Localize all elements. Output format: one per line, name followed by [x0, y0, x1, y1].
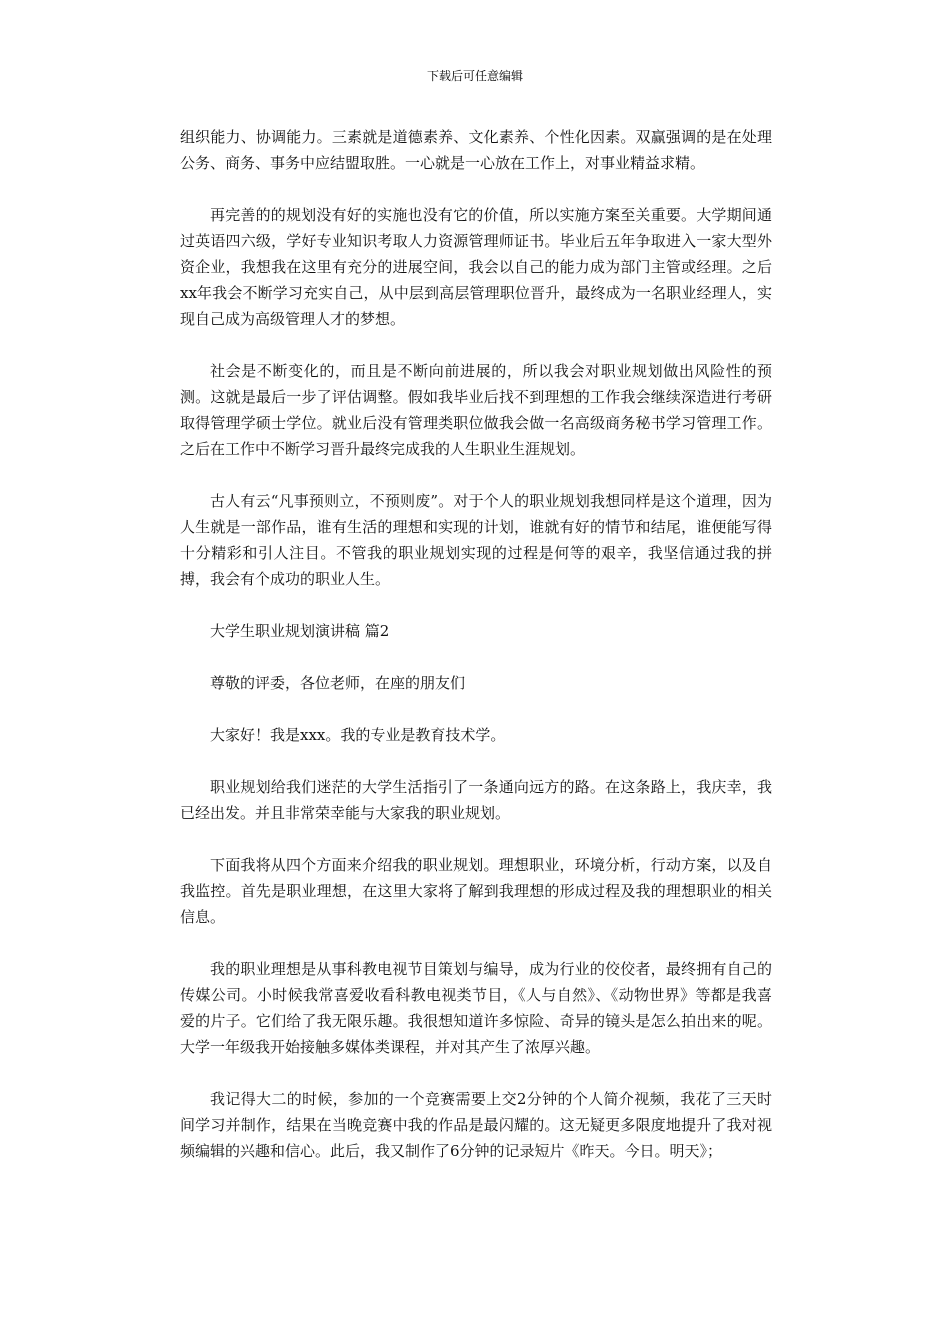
document-body [180, 124, 772, 1190]
paragraph: 再完善的的规划没有好的实施也没有它的价值，所以实施方案至关重要。大学期间通过英语四六级，学好专业知识考取人力资源管理师证书。毕业后五年争取进入一家大型外资企业，我想我在这里有充分的进展空间，我会以自己的能力成为部门主管或经理。之后xx年我会不断学习充实自己，从中层到高层管理职位晋升，最终成为一名职业经理人，实现自己成为高级管理人才的梦想。 [180, 206, 772, 328]
paragraph: 我记得大二的时候，参加的一个竞赛需要上交2分钟的个人简介视频，我花了三天时间学习并制作，结果在当晚竞赛中我的作品是最闪耀的。这无疑更多限度地提升了我对视频编辑的兴趣和信心。此后，我又制作了6分钟的记录短片《昨天。今日。明天》； [180, 1090, 772, 1160]
section-title: 大学生职业规划演讲稿 篇2 [210, 622, 390, 640]
greeting: 大家好！我是xxx。我的专业是教育技术学。 [210, 726, 506, 744]
paragraph: 古人有云“凡事预则立，不预则废”。对于个人的职业规划我想同样是这个道理，因为人生就是一部作品，谁有生活的理想和实现的计划，谁就有好的情节和结尾，谁便能写得十分精彩和引人注目。不管我的职业规划实现的过程是何等的艰辛，我坚信通过我的拼搏，我会有个成功的职业人生。 [180, 492, 772, 588]
paragraph: 职业规划给我们迷茫的大学生活指引了一条通向远方的路。在这条路上，我庆幸，我已经出发。并且非常荣幸能与大家我的职业规划。 [180, 778, 772, 822]
page-header-note: 下载后可任意编辑 [426, 69, 523, 83]
salutation: 尊敬的评委，各位老师，在座的朋友们 [210, 674, 466, 692]
paragraph: 我的职业理想是从事科教电视节目策划与编导，成为行业的佼佼者，最终拥有自己的传媒公司。小时候我常喜爱收看科教电视类节目，《人与自然》、《动物世界》等都是我喜爱的片子。它们给了我无限乐趣。我很想知道许多惊险、奇异的镜头是怎么拍出来的呢。大学一年级我开始接触多媒体类课程，并对其产生了浓厚兴趣。 [180, 960, 772, 1056]
paragraph-continued: 组织能力、协调能力。三素就是道德素养、文化素养、个性化因素。双赢强调的是在处理公务、商务、事务中应结盟取胜。一心就是一心放在工作上，对事业精益求精。 [180, 128, 772, 172]
paragraph: 下面我将从四个方面来介绍我的职业规划。理想职业，环境分析，行动方案，以及自我监控。首先是职业理想，在这里大家将了解到我理想的形成过程及我的理想职业的相关信息。 [180, 856, 772, 926]
paragraph: 社会是不断变化的，而且是不断向前进展的，所以我会对职业规划做出风险性的预测。这就是最后一步了评估调整。假如我毕业后找不到理想的工作我会继续深造进行考研取得管理学硕士学位。就业后没有管理类职位做我会做一名高级商务秘书学习管理工作。之后在工作中不断学习晋升最终完成我的人生职业生涯规划。 [180, 362, 772, 458]
